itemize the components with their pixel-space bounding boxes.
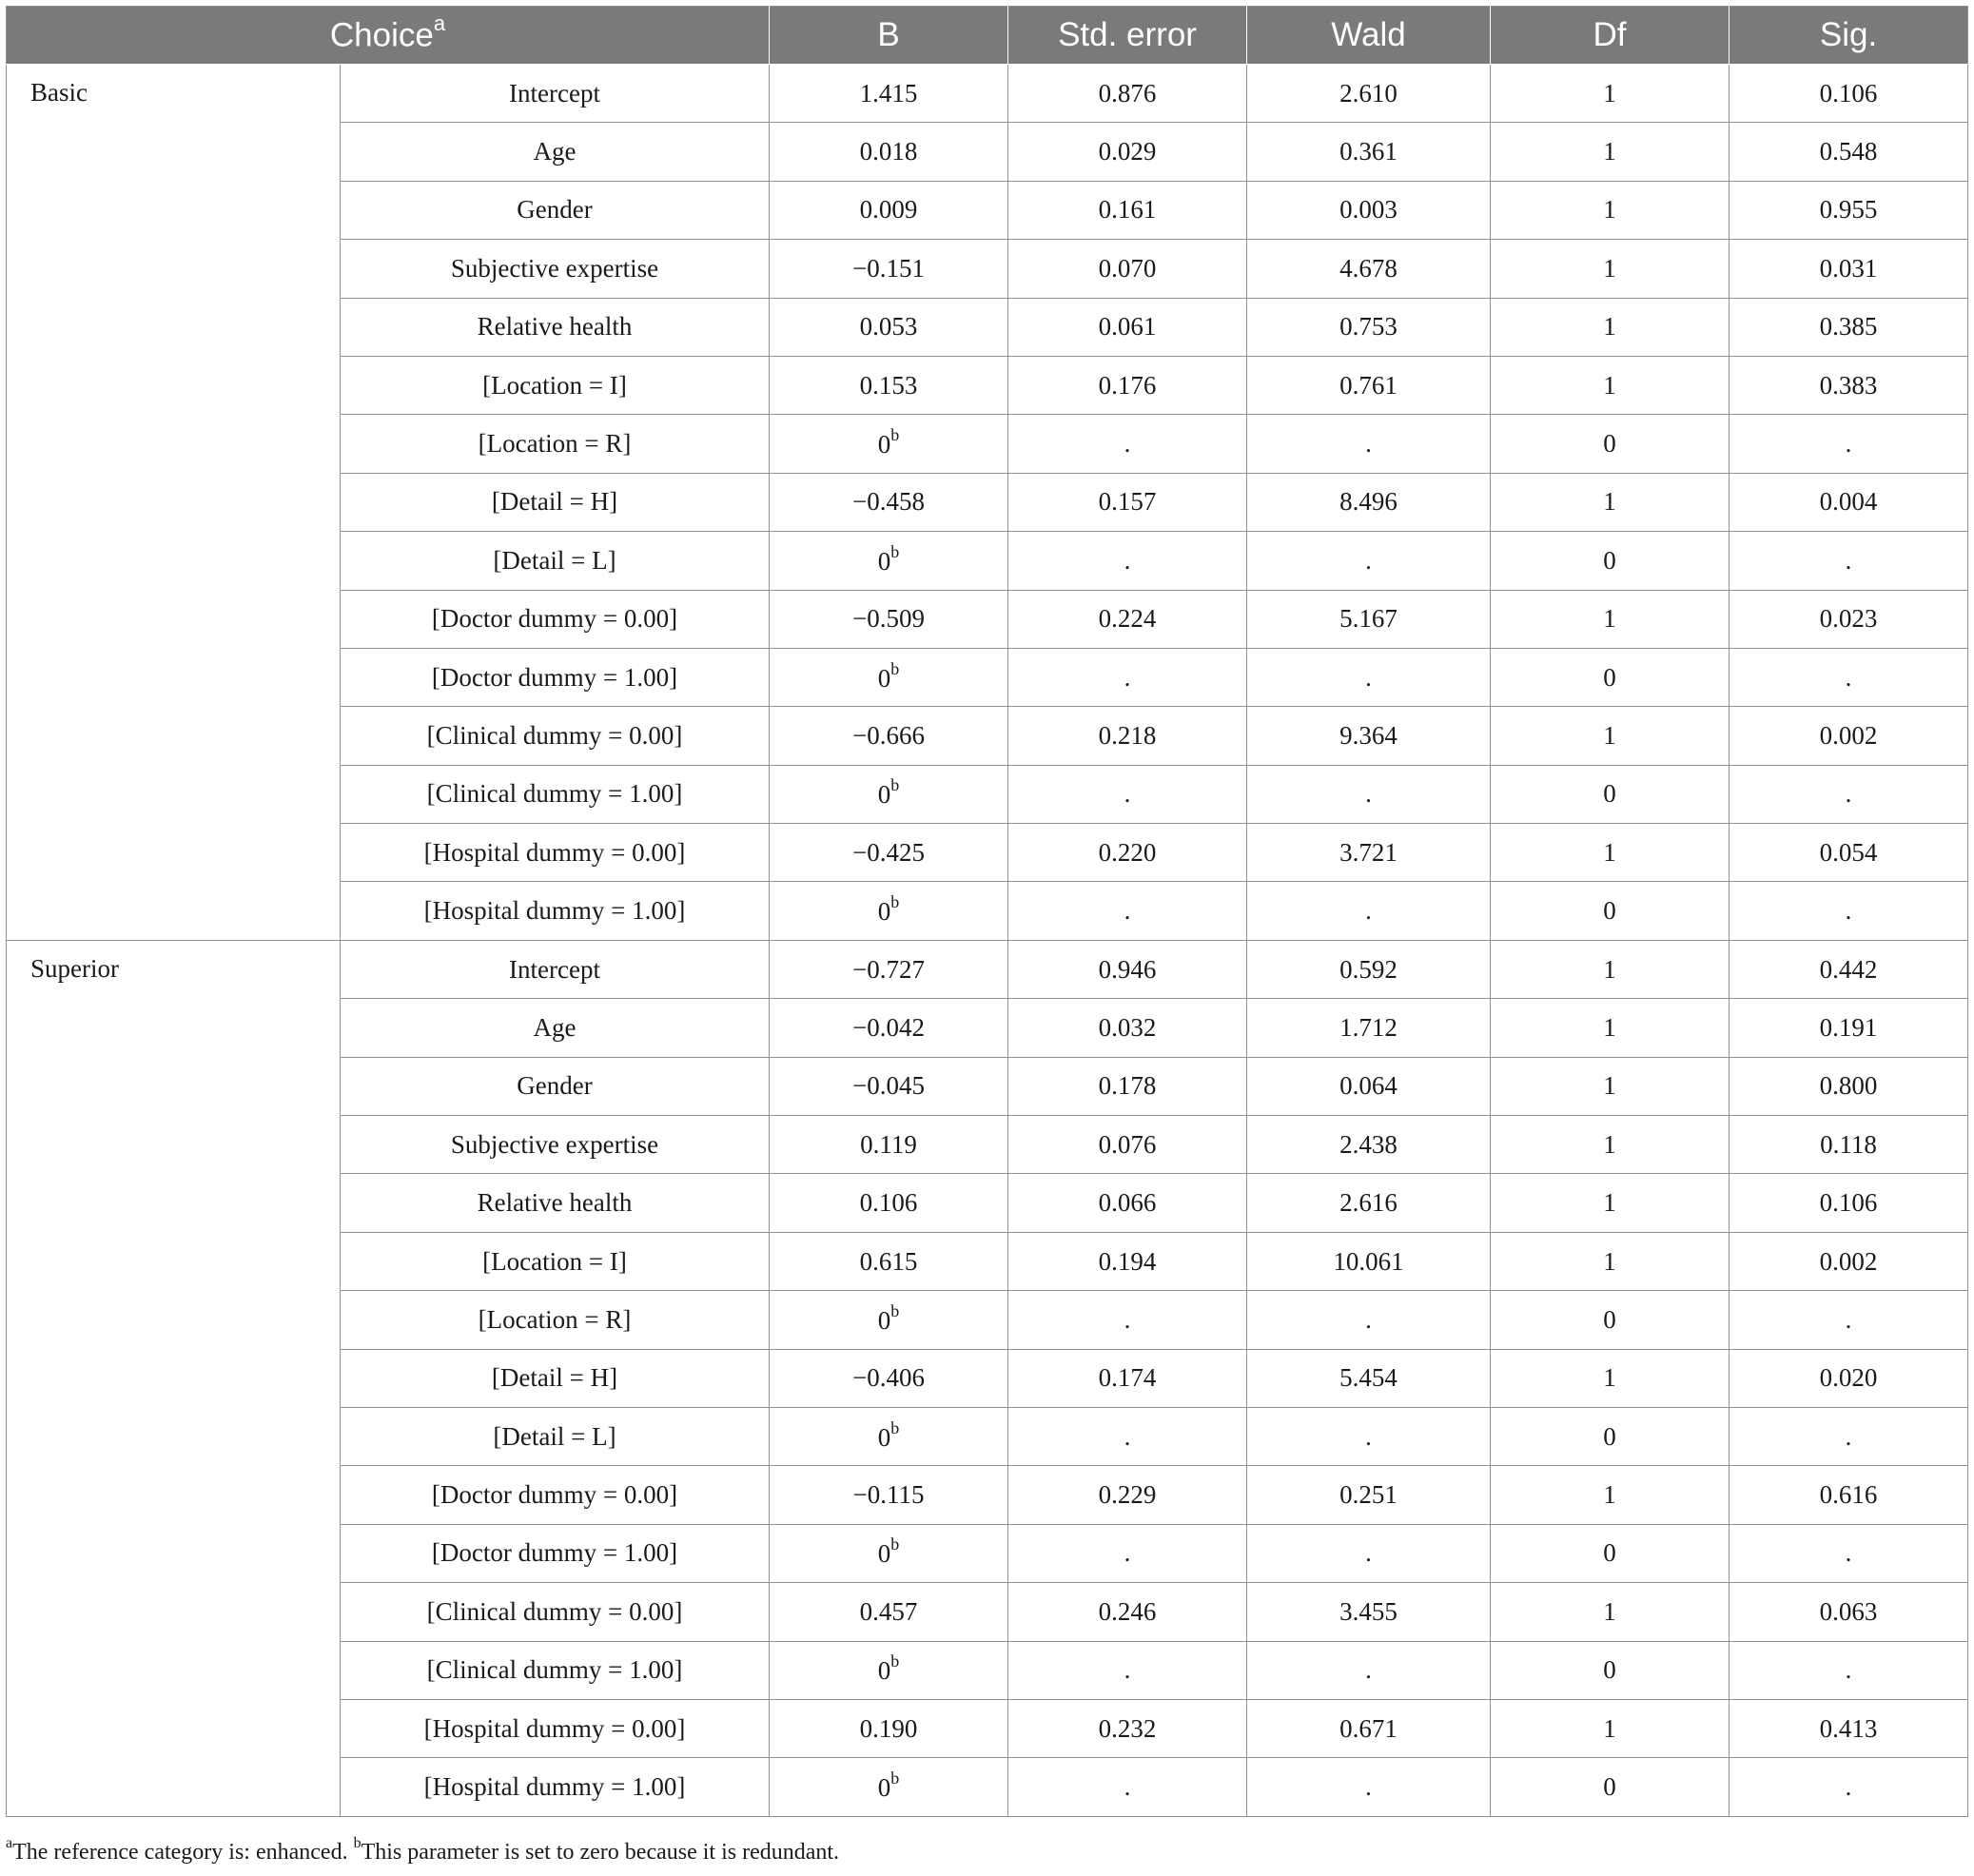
cell-df: 1 bbox=[1491, 473, 1730, 531]
cell-wald: 4.678 bbox=[1247, 240, 1491, 298]
cell-std-error: . bbox=[1008, 882, 1247, 940]
cell-std-error: 0.246 bbox=[1008, 1583, 1247, 1641]
header-sig: Sig. bbox=[1730, 7, 1968, 65]
cell-wald: 0.592 bbox=[1247, 940, 1491, 998]
cell-parameter: [Hospital dummy = 1.00] bbox=[341, 1758, 770, 1816]
cell-std-error: 0.946 bbox=[1008, 940, 1247, 998]
cell-parameter: Intercept bbox=[341, 940, 770, 998]
cell-df: 1 bbox=[1491, 356, 1730, 414]
cell-wald: 0.361 bbox=[1247, 123, 1491, 181]
cell-sig: . bbox=[1730, 1524, 1968, 1582]
cell-df: 1 bbox=[1491, 1174, 1730, 1232]
cell-b bbox=[770, 590, 1008, 648]
cell-df: 1 bbox=[1491, 999, 1730, 1057]
cell-wald: 0.761 bbox=[1247, 356, 1491, 414]
cell-df: 1 bbox=[1491, 123, 1730, 181]
cell-sig: . bbox=[1730, 648, 1968, 706]
cell-sig: 0.023 bbox=[1730, 590, 1968, 648]
footnote-b-text: This parameter is set to zero because it is redundant. bbox=[361, 1840, 840, 1865]
cell-b-footnote-mark: b bbox=[890, 775, 900, 795]
cell-std-error: 0.220 bbox=[1008, 824, 1247, 882]
cell-b bbox=[770, 1699, 1008, 1757]
cell-parameter: Age bbox=[341, 999, 770, 1057]
cell-sig: . bbox=[1730, 1291, 1968, 1349]
cell-wald: . bbox=[1247, 1407, 1491, 1465]
footnote-a-mark: a bbox=[6, 1835, 13, 1851]
cell-std-error: . bbox=[1008, 415, 1247, 473]
cell-std-error: 0.178 bbox=[1008, 1057, 1247, 1115]
cell-df: 0 bbox=[1491, 882, 1730, 940]
cell-parameter: [Hospital dummy = 0.00] bbox=[341, 824, 770, 882]
cell-b bbox=[770, 1057, 1008, 1115]
cell-wald: . bbox=[1247, 1291, 1491, 1349]
cell-df: 0 bbox=[1491, 532, 1730, 590]
cell-wald: 5.454 bbox=[1247, 1349, 1491, 1407]
cell-std-error: 0.066 bbox=[1008, 1174, 1247, 1232]
cell-parameter: [Hospital dummy = 1.00] bbox=[341, 882, 770, 940]
cell-b-value: 0 bbox=[877, 1305, 891, 1335]
cell-parameter: Intercept bbox=[341, 65, 770, 123]
cell-b bbox=[770, 999, 1008, 1057]
cell-wald: 2.438 bbox=[1247, 1116, 1491, 1174]
cell-parameter: [Location = I] bbox=[341, 356, 770, 414]
cell-b-value: −0.042 bbox=[852, 1012, 925, 1042]
cell-sig: 0.191 bbox=[1730, 999, 1968, 1057]
table-row bbox=[7, 65, 1968, 123]
cell-b-value: 0 bbox=[877, 1773, 891, 1803]
cell-std-error: 0.157 bbox=[1008, 473, 1247, 531]
cell-df: 1 bbox=[1491, 1349, 1730, 1407]
cell-b-value: 0 bbox=[877, 663, 891, 693]
cell-df: 1 bbox=[1491, 1699, 1730, 1757]
cell-sig: 0.031 bbox=[1730, 240, 1968, 298]
cell-parameter: Relative health bbox=[341, 1174, 770, 1232]
cell-wald: 8.496 bbox=[1247, 473, 1491, 531]
cell-df: 0 bbox=[1491, 765, 1730, 823]
cell-b-value: 0.190 bbox=[859, 1713, 918, 1743]
cell-b-value: 0.106 bbox=[859, 1188, 918, 1218]
cell-parameter: [Location = R] bbox=[341, 1291, 770, 1349]
cell-b bbox=[770, 1116, 1008, 1174]
cell-parameter: [Clinical dummy = 0.00] bbox=[341, 707, 770, 765]
cell-parameter: [Doctor dummy = 0.00] bbox=[341, 1466, 770, 1524]
cell-df: 0 bbox=[1491, 648, 1730, 706]
cell-b bbox=[770, 1232, 1008, 1290]
cell-sig: 0.800 bbox=[1730, 1057, 1968, 1115]
cell-b-value: −0.151 bbox=[852, 253, 925, 283]
cell-wald: 2.610 bbox=[1247, 65, 1491, 123]
cell-df: 1 bbox=[1491, 707, 1730, 765]
cell-df: 0 bbox=[1491, 415, 1730, 473]
cell-parameter: [Location = I] bbox=[341, 1232, 770, 1290]
cell-b bbox=[770, 415, 1008, 473]
cell-sig: 0.548 bbox=[1730, 123, 1968, 181]
cell-std-error: 0.076 bbox=[1008, 1116, 1247, 1174]
cell-parameter: [Doctor dummy = 0.00] bbox=[341, 590, 770, 648]
cell-b-value: 0 bbox=[877, 780, 891, 810]
footnote-b-mark: b bbox=[353, 1835, 362, 1851]
cell-b-value: 0.615 bbox=[859, 1246, 918, 1276]
cell-df: 0 bbox=[1491, 1407, 1730, 1465]
cell-std-error: . bbox=[1008, 765, 1247, 823]
cell-wald: . bbox=[1247, 532, 1491, 590]
cell-sig: 0.385 bbox=[1730, 298, 1968, 356]
cell-std-error: . bbox=[1008, 532, 1247, 590]
cell-b-value: −0.115 bbox=[852, 1480, 925, 1510]
cell-parameter: Relative health bbox=[341, 298, 770, 356]
cell-df: 1 bbox=[1491, 1057, 1730, 1115]
header-df: Df bbox=[1491, 7, 1730, 65]
cell-b bbox=[770, 882, 1008, 940]
cell-b-value: 0 bbox=[877, 1539, 891, 1569]
cell-parameter: [Doctor dummy = 1.00] bbox=[341, 1524, 770, 1582]
cell-std-error: 0.224 bbox=[1008, 590, 1247, 648]
cell-sig: 0.106 bbox=[1730, 65, 1968, 123]
cell-b-footnote-mark: b bbox=[890, 1300, 900, 1320]
cell-sig: 0.054 bbox=[1730, 824, 1968, 882]
cell-b-value: 0.018 bbox=[859, 137, 918, 166]
cell-wald: . bbox=[1247, 882, 1491, 940]
cell-wald: 0.251 bbox=[1247, 1466, 1491, 1524]
cell-std-error: 0.194 bbox=[1008, 1232, 1247, 1290]
cell-b-value: 0 bbox=[877, 546, 891, 576]
cell-std-error: . bbox=[1008, 1641, 1247, 1699]
cell-sig: 0.002 bbox=[1730, 1232, 1968, 1290]
cell-b-value: −0.045 bbox=[852, 1071, 925, 1101]
cell-parameter: [Clinical dummy = 0.00] bbox=[341, 1583, 770, 1641]
cell-parameter: [Hospital dummy = 0.00] bbox=[341, 1699, 770, 1757]
cell-b-footnote-mark: b bbox=[890, 541, 900, 561]
cell-b bbox=[770, 765, 1008, 823]
cell-std-error: 0.229 bbox=[1008, 1466, 1247, 1524]
header-wald: Wald bbox=[1247, 7, 1491, 65]
cell-wald: 1.712 bbox=[1247, 999, 1491, 1057]
cell-wald: 0.753 bbox=[1247, 298, 1491, 356]
cell-df: 1 bbox=[1491, 940, 1730, 998]
cell-parameter: [Clinical dummy = 1.00] bbox=[341, 765, 770, 823]
cell-wald: 2.616 bbox=[1247, 1174, 1491, 1232]
cell-b-value: 0.119 bbox=[860, 1129, 917, 1159]
header-row bbox=[7, 7, 1968, 65]
header-choice bbox=[7, 7, 770, 65]
cell-b-footnote-mark: b bbox=[890, 1651, 900, 1671]
cell-parameter: [Location = R] bbox=[341, 415, 770, 473]
cell-std-error: . bbox=[1008, 1524, 1247, 1582]
cell-b-value: 1.415 bbox=[859, 78, 918, 107]
cell-b bbox=[770, 1349, 1008, 1407]
cell-df: 1 bbox=[1491, 1232, 1730, 1290]
cell-std-error: 0.061 bbox=[1008, 298, 1247, 356]
cell-wald: . bbox=[1247, 1524, 1491, 1582]
cell-sig: 0.020 bbox=[1730, 1349, 1968, 1407]
cell-wald: . bbox=[1247, 765, 1491, 823]
cell-sig: 0.106 bbox=[1730, 1174, 1968, 1232]
cell-df: 0 bbox=[1491, 1291, 1730, 1349]
table-body bbox=[7, 65, 1968, 1817]
cell-b bbox=[770, 123, 1008, 181]
cell-b bbox=[770, 824, 1008, 882]
cell-b-value: 0 bbox=[877, 1656, 891, 1686]
cell-sig: 0.955 bbox=[1730, 181, 1968, 239]
cell-b-footnote-mark: b bbox=[890, 1769, 900, 1788]
cell-wald: . bbox=[1247, 648, 1491, 706]
cell-parameter: [Detail = H] bbox=[341, 1349, 770, 1407]
cell-b bbox=[770, 240, 1008, 298]
cell-std-error: . bbox=[1008, 1291, 1247, 1349]
cell-std-error: 0.029 bbox=[1008, 123, 1247, 181]
cell-sig: . bbox=[1730, 1758, 1968, 1816]
cell-b bbox=[770, 940, 1008, 998]
cell-b bbox=[770, 181, 1008, 239]
header-choice-label: Choice bbox=[329, 16, 434, 54]
cell-sig: 0.616 bbox=[1730, 1466, 1968, 1524]
cell-df: 1 bbox=[1491, 1583, 1730, 1641]
cell-wald: 5.167 bbox=[1247, 590, 1491, 648]
cell-parameter: [Detail = H] bbox=[341, 473, 770, 531]
cell-b-value: 0.153 bbox=[859, 370, 918, 400]
cell-std-error: 0.032 bbox=[1008, 999, 1247, 1057]
cell-sig: . bbox=[1730, 532, 1968, 590]
cell-sig: . bbox=[1730, 765, 1968, 823]
cell-b bbox=[770, 1407, 1008, 1465]
cell-wald: 0.003 bbox=[1247, 181, 1491, 239]
cell-b bbox=[770, 707, 1008, 765]
table-row bbox=[7, 940, 1968, 998]
cell-b-value: 0 bbox=[877, 897, 891, 927]
cell-wald: 3.455 bbox=[1247, 1583, 1491, 1641]
cell-sig: 0.118 bbox=[1730, 1116, 1968, 1174]
regression-table bbox=[6, 6, 1968, 1817]
table-header bbox=[7, 7, 1968, 65]
cell-b-value: 0.053 bbox=[859, 312, 918, 342]
cell-std-error: 0.218 bbox=[1008, 707, 1247, 765]
cell-b bbox=[770, 1466, 1008, 1524]
header-choice-footnote-mark: a bbox=[433, 11, 446, 36]
cell-sig: 0.383 bbox=[1730, 356, 1968, 414]
cell-b bbox=[770, 648, 1008, 706]
cell-sig: 0.004 bbox=[1730, 473, 1968, 531]
cell-b bbox=[770, 356, 1008, 414]
cell-std-error: . bbox=[1008, 1407, 1247, 1465]
cell-parameter: [Doctor dummy = 1.00] bbox=[341, 648, 770, 706]
cell-b-value: 0.457 bbox=[859, 1596, 918, 1626]
group-label: Superior bbox=[7, 940, 341, 1816]
cell-b bbox=[770, 532, 1008, 590]
cell-b-footnote-mark: b bbox=[890, 1417, 900, 1437]
cell-b bbox=[770, 1524, 1008, 1582]
cell-df: 1 bbox=[1491, 240, 1730, 298]
cell-wald: . bbox=[1247, 415, 1491, 473]
cell-df: 0 bbox=[1491, 1524, 1730, 1582]
cell-parameter: Gender bbox=[341, 1057, 770, 1115]
cell-b bbox=[770, 1291, 1008, 1349]
cell-wald: 10.061 bbox=[1247, 1232, 1491, 1290]
cell-sig: 0.002 bbox=[1730, 707, 1968, 765]
cell-std-error: 0.176 bbox=[1008, 356, 1247, 414]
cell-wald: 3.721 bbox=[1247, 824, 1491, 882]
cell-sig: . bbox=[1730, 1407, 1968, 1465]
cell-b-footnote-mark: b bbox=[890, 892, 900, 912]
cell-std-error: . bbox=[1008, 648, 1247, 706]
cell-df: 1 bbox=[1491, 181, 1730, 239]
cell-b bbox=[770, 1758, 1008, 1816]
cell-sig: . bbox=[1730, 415, 1968, 473]
cell-parameter: [Detail = L] bbox=[341, 1407, 770, 1465]
footnote-a-text: The reference category is: enhanced. bbox=[12, 1840, 354, 1865]
cell-parameter: [Detail = L] bbox=[341, 532, 770, 590]
cell-b-value: −0.406 bbox=[852, 1363, 925, 1393]
cell-parameter: Subjective expertise bbox=[341, 240, 770, 298]
cell-b-value: −0.425 bbox=[852, 837, 925, 867]
cell-std-error: . bbox=[1008, 1758, 1247, 1816]
cell-b bbox=[770, 473, 1008, 531]
cell-b-value: −0.666 bbox=[852, 720, 925, 750]
cell-std-error: 0.174 bbox=[1008, 1349, 1247, 1407]
cell-df: 1 bbox=[1491, 824, 1730, 882]
cell-parameter: Gender bbox=[341, 181, 770, 239]
cell-wald: 0.671 bbox=[1247, 1699, 1491, 1757]
cell-wald: 0.064 bbox=[1247, 1057, 1491, 1115]
cell-std-error: 0.161 bbox=[1008, 181, 1247, 239]
cell-parameter: Age bbox=[341, 123, 770, 181]
cell-df: 1 bbox=[1491, 298, 1730, 356]
cell-df: 0 bbox=[1491, 1641, 1730, 1699]
cell-b bbox=[770, 1641, 1008, 1699]
header-std-error: Std. error bbox=[1008, 7, 1247, 65]
cell-b-value: −0.509 bbox=[852, 604, 925, 634]
cell-b-footnote-mark: b bbox=[890, 658, 900, 678]
cell-df: 0 bbox=[1491, 1758, 1730, 1816]
cell-b-footnote-mark: b bbox=[890, 425, 900, 445]
cell-sig: . bbox=[1730, 882, 1968, 940]
header-b: B bbox=[770, 7, 1008, 65]
group-label: Basic bbox=[7, 65, 341, 941]
cell-b bbox=[770, 298, 1008, 356]
cell-b bbox=[770, 65, 1008, 123]
cell-wald: . bbox=[1247, 1758, 1491, 1816]
cell-b bbox=[770, 1583, 1008, 1641]
cell-df: 1 bbox=[1491, 1466, 1730, 1524]
cell-parameter: [Clinical dummy = 1.00] bbox=[341, 1641, 770, 1699]
cell-wald: . bbox=[1247, 1641, 1491, 1699]
cell-df: 1 bbox=[1491, 65, 1730, 123]
cell-sig: 0.413 bbox=[1730, 1699, 1968, 1757]
cell-b-value: 0.009 bbox=[859, 195, 918, 225]
cell-std-error: 0.876 bbox=[1008, 65, 1247, 123]
cell-b-value: −0.727 bbox=[852, 954, 925, 984]
cell-df: 1 bbox=[1491, 590, 1730, 648]
cell-std-error: 0.232 bbox=[1008, 1699, 1247, 1757]
cell-b-footnote-mark: b bbox=[890, 1534, 900, 1554]
cell-sig: . bbox=[1730, 1641, 1968, 1699]
cell-b bbox=[770, 1174, 1008, 1232]
cell-std-error: 0.070 bbox=[1008, 240, 1247, 298]
cell-sig: 0.442 bbox=[1730, 940, 1968, 998]
cell-wald: 9.364 bbox=[1247, 707, 1491, 765]
cell-b-value: 0 bbox=[877, 430, 891, 459]
cell-parameter: Subjective expertise bbox=[341, 1116, 770, 1174]
cell-sig: 0.063 bbox=[1730, 1583, 1968, 1641]
cell-b-value: 0 bbox=[877, 1422, 891, 1452]
cell-df: 1 bbox=[1491, 1116, 1730, 1174]
table-footnote bbox=[6, 1835, 840, 1866]
cell-b-value: −0.458 bbox=[852, 487, 925, 517]
